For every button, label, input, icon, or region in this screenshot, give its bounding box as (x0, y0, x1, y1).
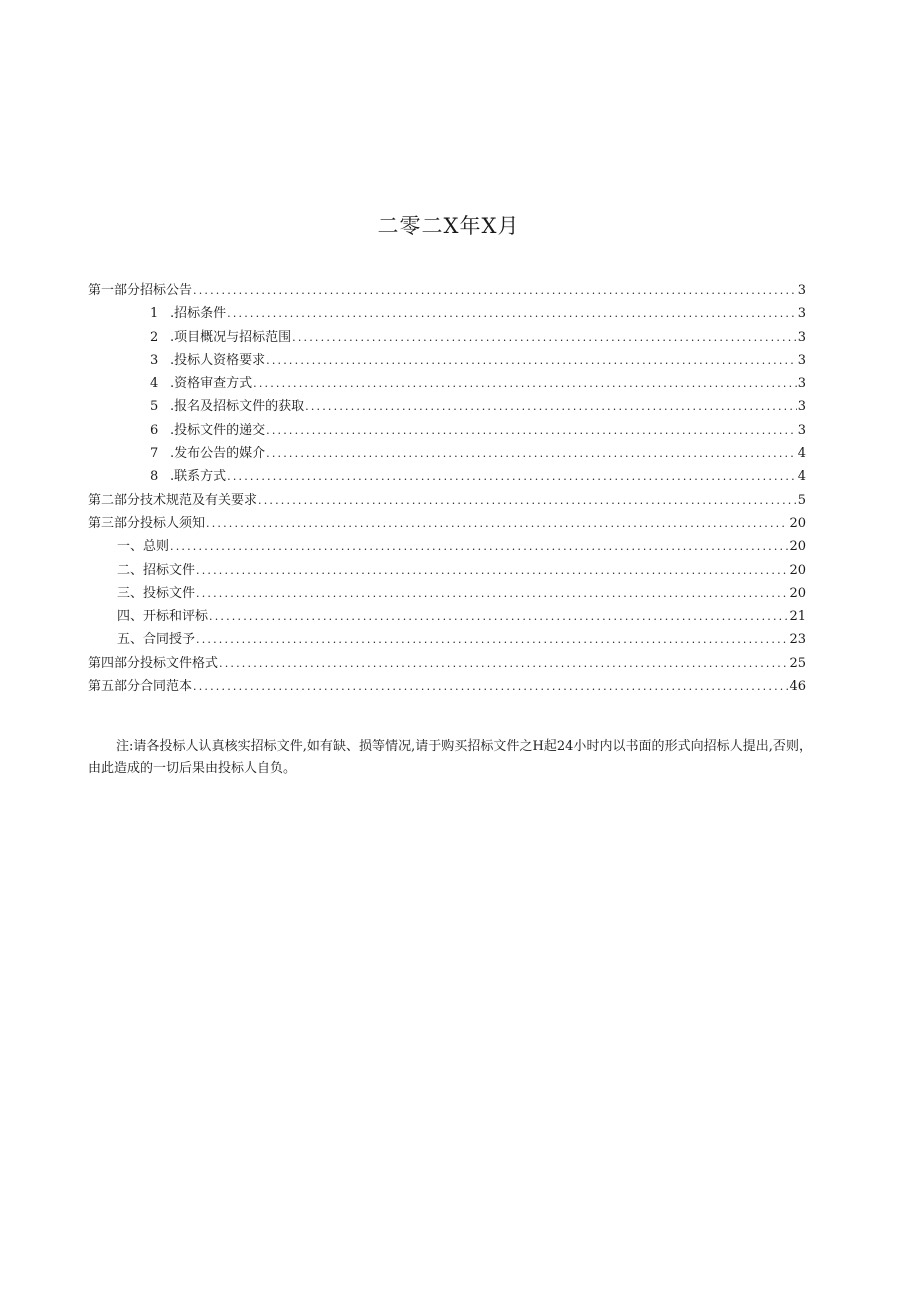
toc-entry-number: 5 (150, 399, 159, 415)
toc-entry-title: .项目概况与招标范围 (170, 329, 292, 345)
toc-page-number: 4 (797, 469, 806, 485)
toc-entry[interactable] (88, 582, 806, 605)
toc-entry[interactable] (88, 372, 806, 395)
toc-entry-number: 6 (150, 422, 159, 438)
toc-entry-title: .联系方式 (170, 469, 227, 485)
toc-entry-title: 二、招标文件 (117, 562, 196, 578)
toc-leader-dots (219, 652, 788, 675)
toc-entry-number: 2 (150, 329, 159, 345)
toc-leader-dots (266, 419, 797, 442)
toc-entry-title: .资格审查方式 (170, 376, 253, 392)
toc-page-number: 20 (789, 562, 806, 578)
toc-entry-title: .报名及招标文件的获取 (170, 399, 305, 415)
toc-entry[interactable] (88, 675, 806, 698)
toc-entry-title: 第二部分技术规范及有关要求 (88, 492, 258, 508)
toc-leader-dots (196, 559, 788, 582)
toc-entry[interactable] (88, 512, 806, 535)
toc-page-number: 3 (797, 422, 806, 438)
toc-entry[interactable] (88, 559, 806, 582)
toc-entry[interactable] (88, 605, 806, 628)
toc-entry-title: 第五部分合同范本 (88, 679, 193, 695)
toc-page-number: 20 (789, 585, 806, 601)
toc-leader-dots (292, 326, 797, 349)
toc-leader-dots (170, 535, 788, 558)
toc-entry-number: 4 (150, 376, 159, 392)
toc-leader-dots (196, 628, 788, 651)
toc-entry-title: 第三部分投标人须知 (88, 515, 206, 531)
notice-paragraph: 注:请各投标人认真核实招标文件,如有缺、损等情况,请于购买招标文件之H起24小时内以书面的形式向招标人提出,否则，由此造成的一切后果由投标人自负。 (88, 739, 812, 776)
toc-leader-dots (266, 442, 797, 465)
toc-leader-dots (253, 372, 797, 395)
toc-leader-dots (193, 675, 788, 698)
toc-leader-dots (258, 489, 797, 512)
toc-entry-title: 四、开标和评标 (117, 609, 209, 625)
toc-leader-dots (209, 605, 788, 628)
toc-entry[interactable] (88, 419, 806, 442)
toc-entry-title: .招标条件 (170, 306, 227, 322)
toc-entry[interactable] (88, 652, 806, 675)
toc-page-number: 4 (797, 446, 806, 462)
toc-page-number: 3 (797, 352, 806, 368)
toc-entry-number: 8 (150, 469, 159, 485)
toc-leader-dots (305, 395, 797, 418)
toc-page-number: 23 (789, 632, 806, 648)
toc-entry-title: 第四部分投标文件格式 (88, 655, 219, 671)
table-of-contents (88, 279, 806, 698)
toc-entry-title: 第一部分招标公告 (88, 283, 193, 298)
toc-page-number: 3 (797, 306, 806, 322)
toc-entry[interactable] (88, 349, 806, 372)
toc-entry[interactable] (88, 442, 806, 465)
toc-page-number: 3 (797, 399, 806, 415)
toc-entry-title: 五、合同授予 (117, 632, 196, 648)
toc-entry[interactable] (88, 465, 806, 488)
toc-leader-dots (193, 279, 797, 302)
toc-leader-dots (266, 349, 797, 372)
toc-page-number: 21 (789, 609, 806, 625)
toc-entry[interactable] (88, 628, 806, 651)
toc-entry-title: 三、投标文件 (117, 585, 196, 601)
toc-entry-title: .发布公告的媒介 (170, 446, 266, 462)
toc-entry-number: 3 (150, 352, 159, 368)
toc-page-number: 46 (789, 679, 806, 695)
toc-entry-number: 7 (150, 446, 159, 462)
toc-entry[interactable] (88, 302, 806, 325)
toc-entry-title: .投标人资格要求 (170, 352, 266, 368)
toc-page-number: 3 (797, 329, 806, 345)
toc-leader-dots (227, 302, 797, 325)
toc-entry[interactable] (88, 279, 806, 302)
toc-leader-dots (206, 512, 788, 535)
toc-entry-title: 一、总则 (117, 539, 170, 555)
toc-page-number: 25 (789, 655, 806, 671)
date-heading: 二零二X年X月 (377, 214, 520, 238)
toc-entry[interactable] (88, 489, 806, 512)
toc-page-number: 20 (789, 539, 806, 555)
toc-page-number: 20 (789, 515, 806, 531)
toc-page-number: 5 (797, 492, 806, 508)
toc-leader-dots (196, 582, 788, 605)
toc-entry-number: 1 (150, 306, 159, 322)
toc-entry[interactable] (88, 395, 806, 418)
toc-entry[interactable] (88, 535, 806, 558)
toc-entry-title: .投标文件的递交 (170, 422, 266, 438)
toc-leader-dots (227, 465, 797, 488)
toc-page-number: 3 (797, 283, 806, 298)
toc-page-number: 3 (797, 376, 806, 392)
toc-entry[interactable] (88, 326, 806, 349)
